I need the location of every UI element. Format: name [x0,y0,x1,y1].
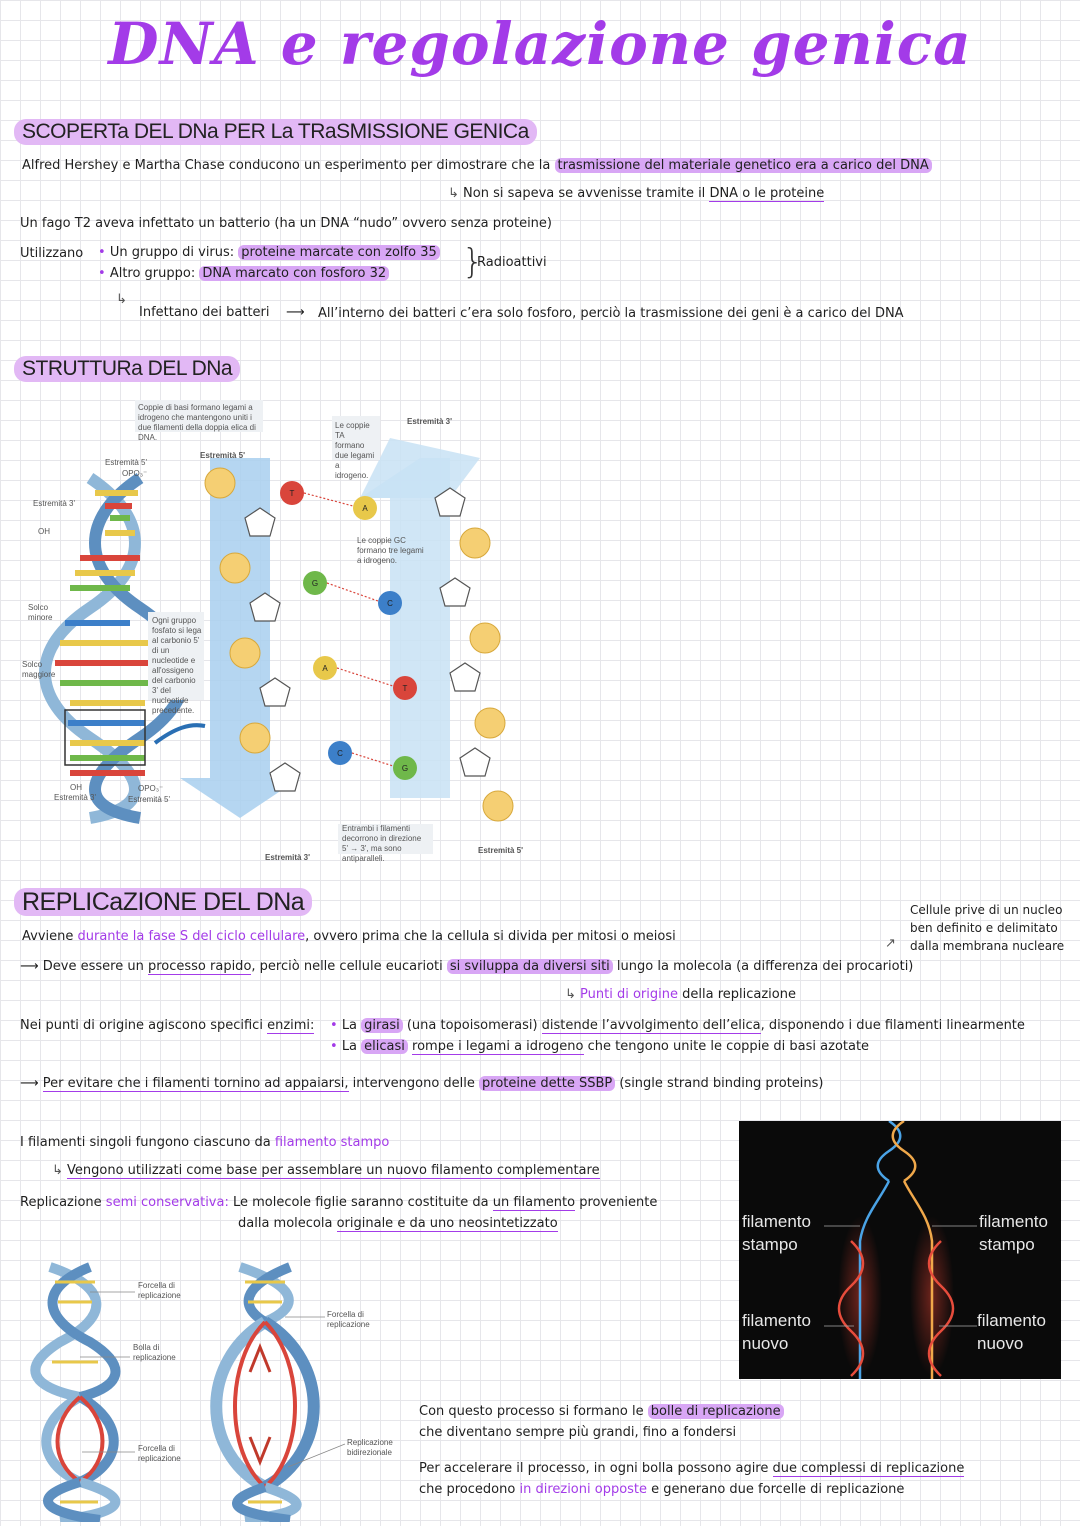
base-label: C [337,749,343,758]
text: Alfred Hershey e Martha Chase conducono un esperimento per dimostrare che la [22,158,555,173]
section-heading-struttura: STRUTTURa DEL DNa [14,356,240,382]
highlight: DNA marcato con fosforo 32 [199,266,389,281]
text: (una topoisomerasi) [402,1018,542,1033]
highlight: bolle di replicazione [648,1404,784,1419]
label-gc: Le coppie GC formano tre legami a idrogeno. [357,536,424,565]
text: , ovvero prima che la cellula si divida per mitosi o meiosi [305,929,676,944]
s3-bottom-4 [419,1482,904,1497]
underline: rompe i legami a idrogeno [412,1039,584,1054]
purple-text: filamento stampo [274,1135,390,1150]
curve-arrow-icon: ↗ [885,936,896,951]
s1-bullet-1: • Un gruppo di virus: proteine marcate con zolfo 35 [98,245,440,260]
text: (single strand binding proteins) [615,1076,824,1091]
s3-p6 [20,1135,389,1150]
label-template-right: filamento stampo [979,1212,1048,1254]
page-title: DNA e regolazione genica [108,10,972,78]
text: La [341,1018,362,1033]
base-label: T [402,684,408,693]
base-label: A [362,504,368,513]
text: proveniente [575,1195,658,1210]
brace-icon: } [462,242,484,282]
label-ta: Le coppie TA formano due legami a idrogeno. [335,421,375,480]
label-oh-top: OH [38,527,50,536]
text: La [341,1039,362,1054]
text: Altro gruppo: [109,266,200,281]
label-end-5-left: Estremità 5' [105,458,147,467]
section-heading-replicazione: REPLICaZIONE DEL DNa [14,888,312,916]
s1-radio: Radioattivi [477,255,547,270]
s3-p8 [20,1195,657,1210]
base-label: G [311,579,319,588]
s3-bottom-2: che diventano sempre più grandi, fino a fondersi [419,1425,737,1440]
label-bidirezionale: Replicazione bidirezionale [347,1438,393,1457]
s3-p9 [238,1216,558,1231]
s3-bottom-1 [419,1404,784,1419]
purple-text: Punti di origine [580,987,678,1002]
text: Replicazione [20,1195,106,1210]
text: dalla molecola [238,1216,337,1231]
label-opo-bottom: OPO₃⁻ [138,784,164,793]
label-end-5-strand-bottom: Estremità 5' [478,846,524,855]
label-end-5-bottom: Estremità 5' [128,795,170,804]
s1-bullet-2: • Altro gruppo: DNA marcato con fosforo 32 [98,266,389,281]
text: Un gruppo di virus: [109,245,239,260]
text: Non si sapeva se avvenisse tramite il [463,186,710,201]
text: , disponendo i due filamenti linearmente [760,1018,1025,1033]
purple-text: semi conservativa: [105,1195,229,1210]
underline: processo rapido [147,959,252,974]
text: lungo la molecola (a differenza dei procarioti) [612,959,914,974]
label-forcella-3: Forcella di replicazione [327,1310,370,1329]
purple-text: durante la fase S del ciclo cellulare [77,929,306,944]
s3-enzyme-2: • La elicasi rompe i legami a idrogeno che tengono unite le coppie di basi azotate [330,1039,870,1054]
label-entrambi: Entrambi i filamenti decorrono in direzione 5' → 3', ma sono antiparalleli. [342,824,422,863]
s3-p2: ⟶ Deve essere un processo rapido, perciò nelle cellule eucarioti si sviluppa da diversi siti lungo la molecola (a differenza dei procarioti) [20,959,914,974]
underline: distende l’avvolgimento dell’elica [541,1018,761,1033]
label-end-3-left: Estremità 3' [33,499,75,508]
side-line: ben definito e delimitato [910,921,1058,935]
text: Le molecole figlie saranno costituite da [228,1195,493,1210]
s3-p5: ⟶ Per evitare che i filamenti tornino ad appaiarsi, intervengono delle proteine dette SSBP (single strand binding proteins) [20,1076,824,1091]
text: Avviene [22,929,78,944]
label-forcella-2: Forcella di replicazione [138,1444,181,1463]
label-new-left: filamento nuovo [742,1311,811,1353]
antiparallel-strands-illustration [180,438,513,821]
label-oh-bottom: OH [70,783,82,792]
label-coppie: Coppie di basi formano legami a idrogeno che mantengono uniti i due filamenti della doppia elica di DNA. [138,403,256,442]
s1-result: All’interno dei batteri c’era solo fosforo, perciò la trasmissione dei geni è a carico del DNA [318,306,904,321]
text: che procedono [419,1482,520,1497]
text: Deve essere un [42,959,148,974]
underline: due complessi di replicazione [772,1461,965,1476]
s3-p4 [20,1018,314,1033]
underline: DNA o le proteine [709,186,825,201]
label-ogni: Ogni gruppo fosfato si lega al carbonio 5' di un nucleotide e all'ossigeno del carbonio 3' del nucleotide precedente. [152,616,202,715]
label-template-left: filamento stampo [742,1212,811,1254]
text: Con questo processo si formano le [419,1404,648,1419]
s3-p1 [22,929,676,944]
label-forcella-1: Forcella di replicazione [138,1281,181,1300]
underline: un filamento [492,1195,576,1210]
arrow-icon: ⟶ [286,305,305,320]
label-solco-minore: Solco minore [28,603,53,622]
highlight: proteine dette SSBP [479,1076,615,1091]
side-line: Cellule prive di un nucleo [910,903,1063,917]
label-end-3-strand-bottom: Estremità 3' [265,853,311,862]
text: Per accelerare il processo, in ogni bolla possono agire [419,1461,773,1476]
highlight: si sviluppa da diversi siti [447,959,613,974]
s3-p7: ↳ Vengono utilizzati come base per assemblare un nuovo filamento complementare [52,1163,600,1178]
label-end-3-strand: Estremità 3' [407,417,453,426]
section-heading-scoperta: SCOPERTa DEL DNa PER La TRaSMISSIONE GENICa [14,119,537,145]
purple-text: in direzioni opposte [519,1482,648,1497]
label-bolla: Bolla di replicazione [133,1343,176,1362]
s3-bottom-3 [419,1461,964,1476]
label-solco-maggiore: Solco maggiore [22,660,56,679]
return-arrow-icon: ↳ [116,292,127,307]
s1-paragraph-2: ↳ Non si sapeva se avvenisse tramite il DNA o le proteine [448,186,825,201]
s1-paragraph-3: Un fago T2 aveva infettato un batterio (ha un DNA “nudo” ovvero senza proteine) [20,216,552,231]
s1-paragraph-1 [22,158,932,173]
base-label: A [322,664,328,673]
highlight: elicasi [361,1039,408,1054]
highlight: trasmissione del materiale genetico era a carico del DNA [555,158,932,173]
text: intervengono delle [348,1076,480,1091]
s1-infect: Infettano dei batteri [139,305,270,320]
text: della replicazione [677,987,796,1002]
text: , perciò nelle cellule eucarioti [251,959,447,974]
bubble-diagram-1 [35,1267,135,1520]
underline: enzimi: [267,1018,315,1033]
side-line: dalla membrana nucleare [910,939,1065,953]
highlight: proteine marcate con zolfo 35 [238,245,439,260]
text: Nei punti di origine agiscono specifici [20,1018,268,1033]
replication-photo [739,1121,1061,1379]
label-end-3-bottom: Estremità 3' [54,793,96,802]
base-label: C [387,599,393,608]
text: I filamenti singoli fungono ciascuno da [20,1135,275,1150]
label-new-right: filamento nuovo [977,1311,1046,1353]
underline: originale e da uno neosintetizzato [336,1216,558,1231]
side-note [910,901,1064,955]
s3-enzyme-1: • La girasi (una topoisomerasi) distende l’avvolgimento dell’elica, disponendo i due filamenti linearmente [330,1018,1025,1033]
base-label: T [289,489,295,498]
underline: Vengono utilizzati come base per assemblare un nuovo filamento complementare [67,1163,600,1178]
highlight: girasi [361,1018,403,1033]
text: e generano due forcelle di replicazione [647,1482,905,1497]
replication-bubble-figure [20,1262,400,1522]
s3-p3: ↳ Punti di origine della replicazione [565,987,796,1002]
s1-use-label: Utilizzano [20,246,84,261]
text: che tengono unite le coppie di basi azotate [583,1039,870,1054]
label-opo-top: OPO₃⁻ [122,469,148,478]
bubble-diagram-2 [216,1267,345,1520]
label-end-5-strand: Estremità 5' [200,451,246,460]
base-label: G [401,764,409,773]
underline: Per evitare che i filamenti tornino ad appaiarsi, [42,1076,349,1091]
